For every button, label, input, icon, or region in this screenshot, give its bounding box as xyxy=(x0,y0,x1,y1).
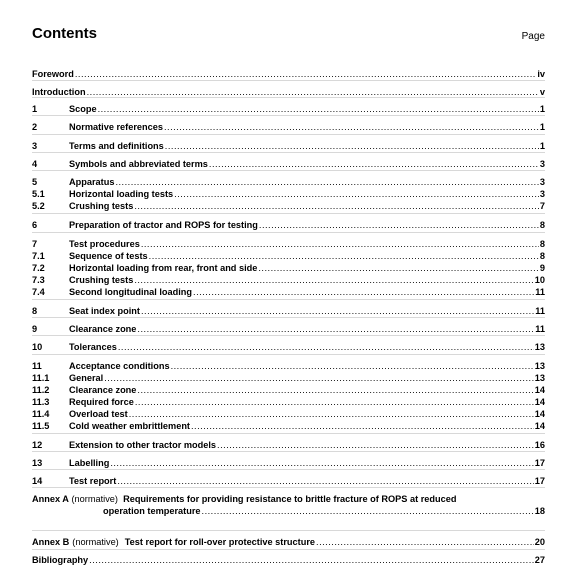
dot-leader xyxy=(104,372,534,384)
toc-entry[interactable] xyxy=(32,286,545,298)
toc-entry-number: 6 xyxy=(32,220,38,230)
toc-entry-page: 17 xyxy=(534,476,545,486)
toc-entry-page: 8 xyxy=(539,251,545,261)
dot-leader xyxy=(89,554,534,566)
toc-entry-number: 1 xyxy=(32,104,38,114)
toc-entry[interactable] xyxy=(32,188,545,200)
toc-entry-page: 18 xyxy=(534,506,545,516)
toc-entry[interactable] xyxy=(32,274,545,286)
toc-entry-page: iv xyxy=(537,69,545,79)
group-separator xyxy=(32,97,545,98)
toc-entry-number: 5.2 xyxy=(32,201,45,211)
toc-entry-number: 7.1 xyxy=(32,251,45,261)
toc-entry-title: Test report xyxy=(69,476,117,486)
toc-entry-page: 3 xyxy=(539,177,545,187)
dot-leader xyxy=(164,121,539,133)
group-separator xyxy=(32,433,545,434)
toc-entry[interactable] xyxy=(32,250,545,262)
toc-entry-title: Apparatus xyxy=(69,177,115,187)
dot-leader xyxy=(129,408,534,420)
toc-entry[interactable] xyxy=(32,238,545,250)
toc-entry-page: v xyxy=(539,87,545,97)
dot-leader xyxy=(209,158,539,170)
toc-entry-number: 5 xyxy=(32,177,38,187)
toc-entry-number: 3 xyxy=(32,141,38,151)
toc-entry[interactable] xyxy=(32,323,545,335)
toc-entry[interactable] xyxy=(32,360,545,372)
dot-leader xyxy=(316,536,534,548)
toc-entry[interactable] xyxy=(32,457,545,469)
toc-entry-number: 11.2 xyxy=(32,385,50,395)
toc-entry-page: 14 xyxy=(534,385,545,395)
toc-entry-title: Extension to other tractor models xyxy=(69,440,217,450)
toc-entry[interactable] xyxy=(32,408,545,420)
group-separator xyxy=(32,354,545,355)
toc-entry-title: Foreword xyxy=(32,69,74,79)
toc-entry-page: 3 xyxy=(539,159,545,169)
dot-leader xyxy=(117,475,533,487)
annex-title-line1: Requirements for providing resistance to brittle fracture of ROPS at reduced xyxy=(123,494,457,504)
dot-leader xyxy=(171,360,534,372)
toc-entry-number: 13 xyxy=(32,458,43,468)
toc-entry-number: 5.1 xyxy=(32,189,45,199)
toc-entry[interactable] xyxy=(32,219,545,231)
toc-entry-title: Clearance zone xyxy=(69,385,137,395)
toc-entry-page: 10 xyxy=(534,275,545,285)
toc-entry-page: 17 xyxy=(534,458,545,468)
toc-entry-title: Sequence of tests xyxy=(69,251,148,261)
dot-leader xyxy=(134,200,539,212)
toc-entry-number: 7.4 xyxy=(32,287,45,297)
toc-entry-title: Overload test xyxy=(69,409,128,419)
toc-entry-title: Terms and definitions xyxy=(69,141,164,151)
toc-entry[interactable] xyxy=(32,420,545,432)
toc-entry-number: 14 xyxy=(32,476,43,486)
group-separator xyxy=(32,530,545,531)
toc-entry-number: 12 xyxy=(32,440,43,450)
dot-leader xyxy=(165,140,539,152)
toc-entry-page: 16 xyxy=(534,440,545,450)
toc-entry-page: 27 xyxy=(534,555,545,565)
toc-entry-page: 1 xyxy=(539,122,545,132)
toc-entry[interactable] xyxy=(32,396,545,408)
toc-entry-number: 11.1 xyxy=(32,373,50,383)
toc-entry-page: 1 xyxy=(539,141,545,151)
group-separator xyxy=(32,232,545,233)
toc-entry-title: Crushing tests xyxy=(69,201,134,211)
dot-leader xyxy=(141,305,534,317)
dot-leader xyxy=(75,68,536,80)
toc-entry-title: General xyxy=(69,373,104,383)
toc-entry-title: Tolerances xyxy=(69,342,117,352)
toc-entry-number: 7 xyxy=(32,239,38,249)
toc-entry-number: 9 xyxy=(32,324,38,334)
toc-entry-title: Cold weather embrittlement xyxy=(69,421,190,431)
toc-entry-title: Bibliography xyxy=(32,555,89,565)
toc-entry-title: Clearance zone xyxy=(69,324,137,334)
toc-entry-title: Required force xyxy=(69,397,134,407)
annex-type: (normative) xyxy=(71,494,118,504)
toc-entry-page: 11 xyxy=(535,324,545,334)
toc-entry-number: 11.4 xyxy=(32,409,50,419)
dot-leader xyxy=(137,384,533,396)
toc-entry[interactable] xyxy=(32,439,545,451)
dot-leader xyxy=(110,457,533,469)
toc-entry-page: 13 xyxy=(534,342,545,352)
toc-entry-page: 11 xyxy=(535,306,545,316)
annex-label: Annex A xyxy=(32,494,69,504)
group-separator xyxy=(32,299,545,300)
toc-entry-page: 7 xyxy=(539,201,545,211)
toc-entry[interactable] xyxy=(32,372,545,384)
toc-entry-number: 8 xyxy=(32,306,38,316)
dot-leader xyxy=(137,323,534,335)
toc-entry-title: Horizontal loading tests xyxy=(69,189,174,199)
toc-entry-page: 9 xyxy=(539,263,545,273)
annex-type: (normative) xyxy=(72,537,119,547)
toc-entry-page: 11 xyxy=(535,287,545,297)
dot-leader xyxy=(193,286,534,298)
group-separator xyxy=(32,317,545,318)
toc-entry[interactable] xyxy=(32,121,545,133)
dot-leader xyxy=(98,103,539,115)
toc-entry-page: 13 xyxy=(534,373,545,383)
toc-entry-page: 14 xyxy=(534,409,545,419)
dot-leader xyxy=(149,250,539,262)
toc-entry[interactable] xyxy=(32,140,545,152)
toc-entry-title: Acceptance conditions xyxy=(69,361,170,371)
toc-entry-number: 4 xyxy=(32,159,38,169)
dot-leader xyxy=(191,420,534,432)
toc-entry-title: Test procedures xyxy=(69,239,140,249)
dot-leader xyxy=(135,396,534,408)
toc-entry[interactable] xyxy=(32,103,545,115)
toc-entry-title: Labelling xyxy=(69,458,110,468)
toc-entry-annex-a[interactable] xyxy=(32,493,545,517)
toc-entry[interactable] xyxy=(32,200,545,212)
toc-entry-number: 11.3 xyxy=(32,397,50,407)
dot-leader xyxy=(217,439,534,451)
toc-entry-title: Horizontal loading from rear, front and side xyxy=(69,263,258,273)
toc-entry-title: Normative references xyxy=(69,122,163,132)
toc-entry[interactable] xyxy=(32,384,545,396)
group-separator xyxy=(32,170,545,171)
toc-entry-page: 20 xyxy=(534,537,545,547)
group-separator xyxy=(32,469,545,470)
page-title: Contents xyxy=(32,25,97,42)
toc-entry-page: 14 xyxy=(534,397,545,407)
group-separator xyxy=(32,152,545,153)
toc-entry[interactable] xyxy=(32,341,545,353)
toc-entry-number: 11.5 xyxy=(32,421,50,431)
toc-entry[interactable] xyxy=(32,176,545,188)
toc-entry-number: 10 xyxy=(32,342,43,352)
annex-label: Annex B xyxy=(32,537,70,547)
toc-entry-number: 7.3 xyxy=(32,275,45,285)
dot-leader xyxy=(134,274,533,286)
group-separator xyxy=(32,451,545,452)
toc-entry-number: 11 xyxy=(32,361,42,371)
dot-leader xyxy=(118,341,534,353)
toc-entry-page: 13 xyxy=(534,361,545,371)
toc-entry-title: Seat index point xyxy=(69,306,140,316)
group-separator xyxy=(32,213,545,214)
toc-entry-page: 8 xyxy=(539,239,545,249)
toc-entry-page: 3 xyxy=(539,189,545,199)
toc-entry-title: Scope xyxy=(69,104,97,114)
toc-entry-page: 8 xyxy=(539,220,545,230)
group-separator xyxy=(32,335,545,336)
dot-leader xyxy=(259,219,539,231)
toc-entry-number: 7.2 xyxy=(32,263,45,273)
toc-entry-annex-b[interactable] xyxy=(32,536,545,548)
dot-leader xyxy=(115,176,538,188)
group-separator xyxy=(32,487,545,488)
group-separator xyxy=(32,549,545,550)
toc-entry-title: Second longitudinal loading xyxy=(69,287,193,297)
toc-entry-title: Preparation of tractor and ROPS for testing xyxy=(69,220,258,230)
annex-title-line2: operation temperature xyxy=(103,506,201,516)
toc-entry-bibliography[interactable] xyxy=(32,554,545,566)
toc-entry-title: Crushing tests xyxy=(69,275,134,285)
group-separator xyxy=(32,80,545,81)
toc-entry-title: Symbols and abbreviated terms xyxy=(69,159,208,169)
annex-title: Test report for roll-over protective structure xyxy=(124,537,316,547)
dot-leader xyxy=(202,505,534,517)
page-column-label: Page xyxy=(521,31,545,42)
toc-entry[interactable] xyxy=(32,68,545,80)
toc-entry-page: 1 xyxy=(539,104,545,114)
toc-entry[interactable] xyxy=(32,158,545,170)
dot-leader xyxy=(141,238,539,250)
dot-leader xyxy=(258,262,539,274)
toc-entry[interactable] xyxy=(32,305,545,317)
toc-entry-number: 2 xyxy=(32,122,38,132)
toc-entry-page: 14 xyxy=(534,421,545,431)
toc-entry-title: Introduction xyxy=(32,87,86,97)
group-separator xyxy=(32,115,545,116)
dot-leader xyxy=(174,188,539,200)
toc-entry[interactable] xyxy=(32,475,545,487)
toc-entry[interactable] xyxy=(32,262,545,274)
group-separator xyxy=(32,134,545,135)
